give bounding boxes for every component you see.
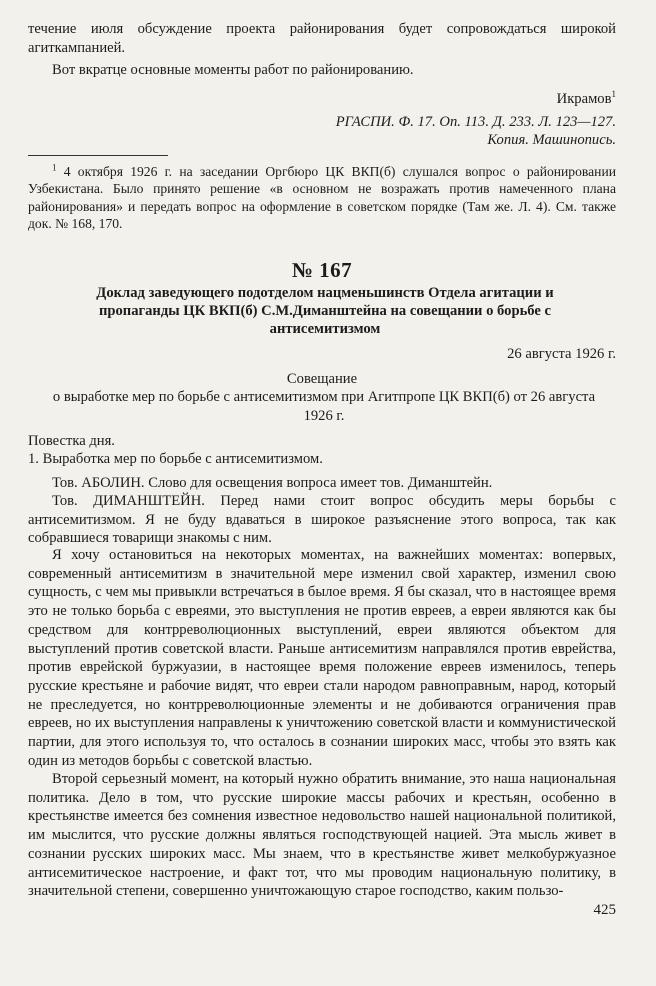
speech-abolin: Тов. АБОЛИН. Слово для освещения вопроса имеет тов. Диманштейн. [52, 475, 493, 491]
speech-dimanshtein-intro: Тов. ДИМАНШТЕЙН. Перед нами стоит вопрос обсудить меры борьбы с антисемитизмом. Я не буду вдаваться в широкое разъяснение этого вопроса, так как собравшиеся товарищи знакомы с ним. [28, 493, 616, 547]
speech-dimanshtein-point-2: Второй серьезный момент, на который нужно обратить внимание, это наша национальная политика. Дело в том, что русские широкие массы рабочих и крестьян, особенно в крестьянстве имеется без сомнения известное недовольство нашей национальной политикой, им мыслится, что русские должны являться господствующей нацией. Эта мысль живет в сознании русских широких масс. Мы знаем, что в крестьянстве живет мелкобуржуазное антисемитическое настроение, и факт тот, что мы проводим национальную политику, в значительной степени, совершенно уничтожающую старое господство, каким пользо- [28, 771, 616, 900]
footnote-ref: 1 [611, 89, 616, 100]
agenda-label: Повестка дня. [28, 433, 115, 449]
meeting-subtitle: о выработке мер по борьбе с антисемитизмом при Агитпропе ЦК ВКП(б) от 26 августа 1926 г. [52, 389, 596, 424]
footnote-divider [28, 155, 168, 156]
meeting-heading: Совещание [286, 371, 358, 387]
document-title: Доклад заведующего подотделом нацменьшинств Отдела агитации и пропаганды ЦК ВКП(б) С.М.Диманштейна на совещании о борьбе с антисемитизмом [96, 285, 554, 337]
document-date: 26 августа 1926 г. [507, 346, 616, 362]
speech-dimanshtein-point-1: Я хочу остановиться на некоторых моментах, на важнейших моментах: вопервых, современный антисемитизм в значительной мере изменил свой характер, изменил свою сущность, с чем мы привыкли встречаться в былое время. Я бы сказал, что в настоящее время это не только борьба с евреями, это выступления не против евреев, а евреи являются как бы средством для контрреволюционных выступлений, евреи являются объектом для выступлений против советской власти. Раньше антисемитизм направлялся против еврейства, против еврейской буржуазии, в настоящее время положение евреев изменилось, теперь русские крестьяне и рабочие видят, что евреи стали народом равноправным, народ, который не преследуется, но контрреволюционные элементы и не добиваются ограничения прав евреев, но их выступления направлены к уничтожению советской власти и коммунистической партии, для этого используя то, что осталось в сознании широких масс, чтобы это взять как один из методов борьбы с советской властью. [28, 547, 616, 769]
page-number: 425 [593, 902, 616, 918]
archive-reference: РГАСПИ. Ф. 17. Оп. 113. Д. 233. Л. 123—127. [335, 114, 616, 130]
signature: Икрамов [556, 91, 612, 107]
agenda-item: 1. Выработка мер по борьбе с антисемитизмом. [28, 451, 323, 467]
copy-note: Копия. Машинопись. [487, 132, 616, 148]
footnote-marker: 1 [52, 162, 57, 173]
footnote-text: 4 октября 1926 г. на заседании Оргбюро ЦК ВКП(б) слушался вопрос о районировании Узбекистана. Было принято решение «в основном не возражать против намеченного плана районирования» и передать вопрос на оформление в советском порядке (Там же. Л. 4). См. также док. № 168, 170. [28, 164, 617, 232]
summary-paragraph: Вот вкратце основные моменты работ по районированию. [52, 62, 414, 78]
document-number: № 167 [291, 258, 353, 282]
signature-line [28, 90, 616, 109]
continuation-paragraph: течение июля обсуждение проекта районирования будет сопровождаться широкой агиткампанией. [28, 21, 616, 56]
footnote [28, 163, 616, 233]
